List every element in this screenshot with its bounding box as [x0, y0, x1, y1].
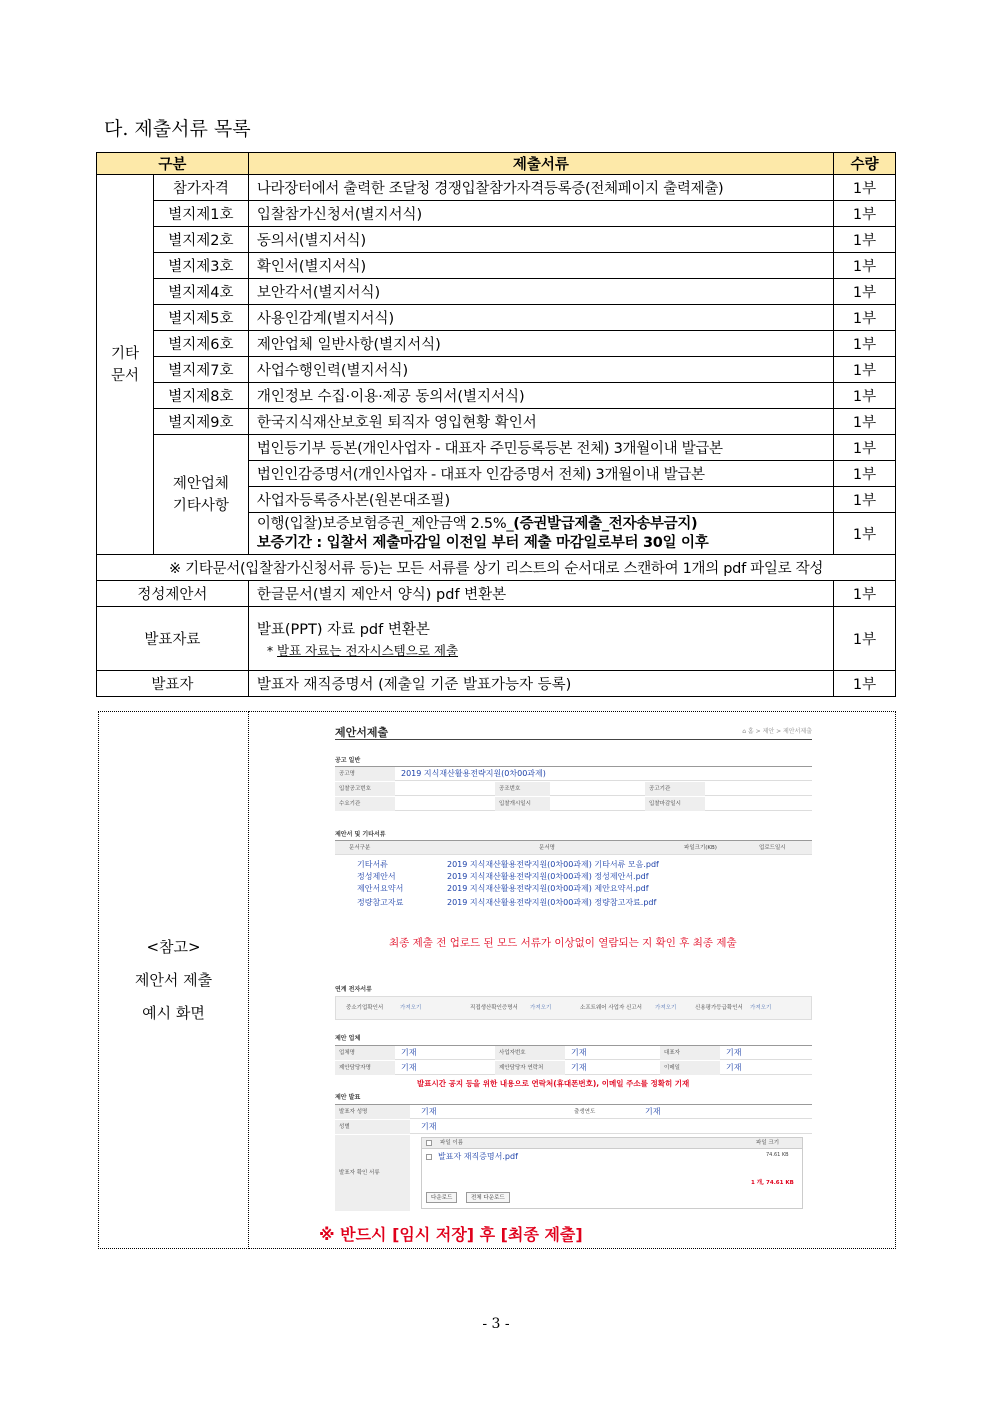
birth-year-value[interactable]: 기재 — [645, 1107, 661, 1116]
bond-period: 보증기간 : 입찰서 제출마감일 이전일 부터 제출 마감일로부터 30일 이후 — [256, 534, 709, 551]
doc-type: 정량참고자료 — [357, 898, 404, 907]
row-document: 한국지식재산보호원 퇴직자 영입현황 확인서 — [248, 409, 833, 435]
row-document-presentation — [248, 607, 833, 671]
row-document: 확인서(별지서식) — [248, 253, 833, 279]
upload-warning: 최종 제출 전 업로드 된 모드 서류가 이상없이 열람되는 지 확인 후 최종 제출 — [389, 937, 737, 949]
row-quantity: 1부 — [834, 581, 896, 607]
row-quantity: 1부 — [834, 513, 896, 555]
manager-name-value[interactable]: 기재 — [401, 1063, 417, 1072]
row-document: 법인인감증명서(개인사업자 - 대표자 인감증명서 전체) 3개월이내 발급본 — [248, 461, 833, 487]
row-category: 별지제4호 — [153, 279, 248, 305]
row-category: 별지제5호 — [153, 305, 248, 331]
download-button[interactable]: 다운로드 — [426, 1192, 457, 1203]
row-quantity: 1부 — [834, 279, 896, 305]
select-all-checkbox[interactable] — [426, 1140, 432, 1146]
row-category: 별지제2호 — [153, 227, 248, 253]
screen-title: 제안서제출 — [335, 726, 389, 739]
row-category: 별지제1호 — [153, 201, 248, 227]
link-item: 중소기업확인서 — [346, 1005, 384, 1011]
row-category: 참가자격 — [153, 175, 248, 201]
file-total: 1 개, 74.61 KB — [751, 1180, 794, 1186]
group-etc-docs: 기타 문서 — [97, 175, 154, 555]
reference-label-3: 예시 화면 — [142, 1003, 205, 1022]
row-quantity: 1부 — [834, 175, 896, 201]
presenter-name-value[interactable]: 기재 — [421, 1107, 437, 1116]
fetch-button[interactable]: 가져오기 — [655, 1005, 677, 1011]
row-quantity: 1부 — [834, 201, 896, 227]
row-category: 별지제9호 — [153, 409, 248, 435]
download-all-button[interactable]: 전체 다운로드 — [466, 1192, 510, 1203]
reference-table — [98, 711, 896, 1249]
row-document: 법인등기부 등본(개인사업자 - 대표자 주민등록등본 전체) 3개월이내 발급본 — [248, 435, 833, 461]
section-link: 연계 전자서류 — [335, 986, 372, 993]
doc-file-link[interactable]: 2019 지식재산활용전략지원(0차00과제) 정량참고자료.pdf — [447, 898, 657, 907]
bond-text: 이행(입찰)보증보험증권_제안금액 2.5%_ — [256, 515, 514, 532]
row-document: 사용인감계(별지서식) — [248, 305, 833, 331]
label: 발표자 성명 — [335, 1105, 410, 1119]
example-screen — [335, 712, 812, 1212]
label: 입찰마감일시 — [645, 797, 705, 811]
row-category: 별지제7호 — [153, 357, 248, 383]
row-quantity: 1부 — [834, 227, 896, 253]
row-category: 발표자료 — [97, 607, 249, 671]
row-document: 사업자등록증사본(원본대조필) — [248, 487, 833, 513]
row-quantity: 1부 — [834, 607, 896, 671]
label: 업체명 — [335, 1046, 395, 1060]
file-header: 파일 크기 — [756, 1140, 780, 1146]
label: 성별 — [335, 1120, 410, 1134]
row-quantity: 1부 — [834, 253, 896, 279]
file-header: 파일 이름 — [440, 1140, 464, 1146]
row-document: 제안업체 일반사항(별지서식) — [248, 331, 833, 357]
uploaded-file[interactable]: 발표자 재직증명서.pdf — [438, 1152, 518, 1161]
fetch-button[interactable]: 가져오기 — [530, 1005, 552, 1011]
label: 사업자번호 — [495, 1046, 565, 1060]
note-row: ※ 기타문서(입찰참가신청서류 등)는 모든 서류를 상기 리스트의 순서대로 스캔하여 1개의 pdf 파일로 작성 — [97, 555, 896, 581]
doc-header: 업로드일시 — [759, 845, 786, 851]
label: 제안담당자명 — [335, 1061, 395, 1075]
doc-file-link[interactable]: 2019 지식재산활용전략지원(0차00과제) 기타서류 모음.pdf — [447, 860, 659, 869]
doc-type: 제안서요약서 — [357, 884, 404, 893]
link-item: 소프트웨어 사업자 신고서 — [580, 1005, 642, 1011]
file-size: 74.61 KB — [766, 1152, 789, 1158]
link-item: 신용평가등급확인서 — [695, 1005, 743, 1011]
company-note: 발표시간 공지 등을 위한 내용으로 연락처(휴대폰번호), 이메일 주소를 정확히 기재 — [417, 1079, 690, 1088]
doc-file-link[interactable]: 2019 지식재산활용전략지원(0차00과제) 정성제안서.pdf — [447, 872, 649, 881]
label: 제안담당자 연락처 — [495, 1061, 565, 1075]
doc-type: 기타서류 — [357, 860, 388, 869]
row-quantity: 1부 — [834, 383, 896, 409]
label-notice-name: 공고명 — [335, 767, 395, 781]
bottom-note: ※ 반드시 [임시 저장] 후 [최종 제출] — [319, 1225, 583, 1244]
breadcrumb: ⌂ 홈 > 제안 > 제안서제출 — [742, 728, 812, 735]
section-company: 제안 업체 — [335, 1035, 361, 1042]
manager-phone-value[interactable]: 기재 — [571, 1063, 587, 1072]
ceo-value[interactable]: 기재 — [726, 1048, 742, 1057]
row-document: 나라장터에서 출력한 조달청 경쟁입찰참가자격등록증(전체페이지 출력제출) — [248, 175, 833, 201]
bond-text-bold: (증권발급제출_전자송부금지) — [513, 515, 698, 532]
section-notice: 공고 일반 — [335, 757, 361, 764]
label: 대표자 — [660, 1046, 720, 1060]
fetch-button[interactable]: 가져오기 — [400, 1005, 422, 1011]
row-document: 입찰참가신청서(별지서식) — [248, 201, 833, 227]
reference-label-2: 제안서 제출 — [134, 970, 213, 989]
row-category: 정성제안서 — [97, 581, 249, 607]
row-quantity: 1부 — [834, 305, 896, 331]
business-number-value[interactable]: 기재 — [571, 1048, 587, 1057]
row-document: 보안각서(별지서식) — [248, 279, 833, 305]
reference-label-1: <참고> — [146, 937, 201, 956]
row-document-bond — [248, 513, 833, 555]
row-document: 발표자 재직증명서 (제출일 기준 발표가능자 등록) — [248, 671, 833, 697]
label: 입찰공고번호 — [335, 782, 395, 796]
row-quantity: 1부 — [834, 331, 896, 357]
link-item: 직접생산확인증명서 — [470, 1005, 518, 1011]
email-value[interactable]: 기재 — [726, 1063, 742, 1072]
page-number: - 3 - — [482, 1316, 510, 1332]
doc-type: 정성제안서 — [357, 872, 396, 881]
header-document: 제출서류 — [248, 153, 833, 175]
label: 입찰개시일시 — [495, 797, 550, 811]
file-checkbox[interactable] — [426, 1154, 432, 1160]
header-category: 구분 — [97, 153, 249, 175]
row-quantity: 1부 — [834, 671, 896, 697]
row-quantity: 1부 — [834, 461, 896, 487]
header-quantity: 수량 — [834, 153, 896, 175]
doc-header: 파일크기(KB) — [684, 845, 717, 851]
row-document: 한글문서(별지 제안서 양식) pdf 변환본 — [248, 581, 833, 607]
presentation-note: * 발표 자료는 전자시스템으로 제출 — [266, 643, 459, 658]
gender-value[interactable]: 기재 — [421, 1122, 437, 1131]
doc-header: 문서명 — [539, 845, 555, 851]
group-other: 제안업체 기타사항 — [153, 435, 248, 555]
fetch-button[interactable]: 가져오기 — [750, 1005, 772, 1011]
company-name-value[interactable]: 기재 — [401, 1048, 417, 1057]
section-docs: 제안서 및 기타서류 — [335, 831, 386, 838]
doc-file-link[interactable]: 2019 지식재산활용전략지원(0차00과제) 제안요약서.pdf — [447, 884, 649, 893]
row-document: 동의서(별지서식) — [248, 227, 833, 253]
row-category: 별지제3호 — [153, 253, 248, 279]
label: 공고기관 — [645, 782, 705, 796]
section-heading: 다. 제출서류 목록 — [104, 118, 251, 140]
row-quantity: 1부 — [834, 435, 896, 461]
label: 공조번호 — [495, 782, 550, 796]
section-presentation: 제안 발표 — [335, 1094, 361, 1101]
row-document: 개인정보 수집·이용·제공 동의서(별지서식) — [248, 383, 833, 409]
presentation-doc: 발표(PPT) 자료 pdf 변환본 — [256, 622, 430, 638]
row-quantity: 1부 — [834, 357, 896, 383]
row-quantity: 1부 — [834, 487, 896, 513]
row-category: 별지제6호 — [153, 331, 248, 357]
submission-documents-table — [96, 152, 896, 697]
row-category: 발표자 — [97, 671, 249, 697]
reference-label — [99, 712, 249, 1249]
file-upload-box[interactable] — [421, 1137, 803, 1209]
reference-screenshot-cell — [249, 712, 896, 1249]
notice-name: 2019 지식재산활용전략지원(0차00과제) — [401, 769, 546, 778]
label: 발표자 확인 서류 — [335, 1135, 410, 1211]
row-quantity: 1부 — [834, 409, 896, 435]
label: 이메일 — [660, 1061, 720, 1075]
label: 출생연도 — [574, 1109, 596, 1115]
doc-header: 문서구분 — [349, 845, 371, 851]
row-document: 사업수행인력(별지서식) — [248, 357, 833, 383]
row-category: 별지제8호 — [153, 383, 248, 409]
label: 수요기관 — [335, 797, 395, 811]
